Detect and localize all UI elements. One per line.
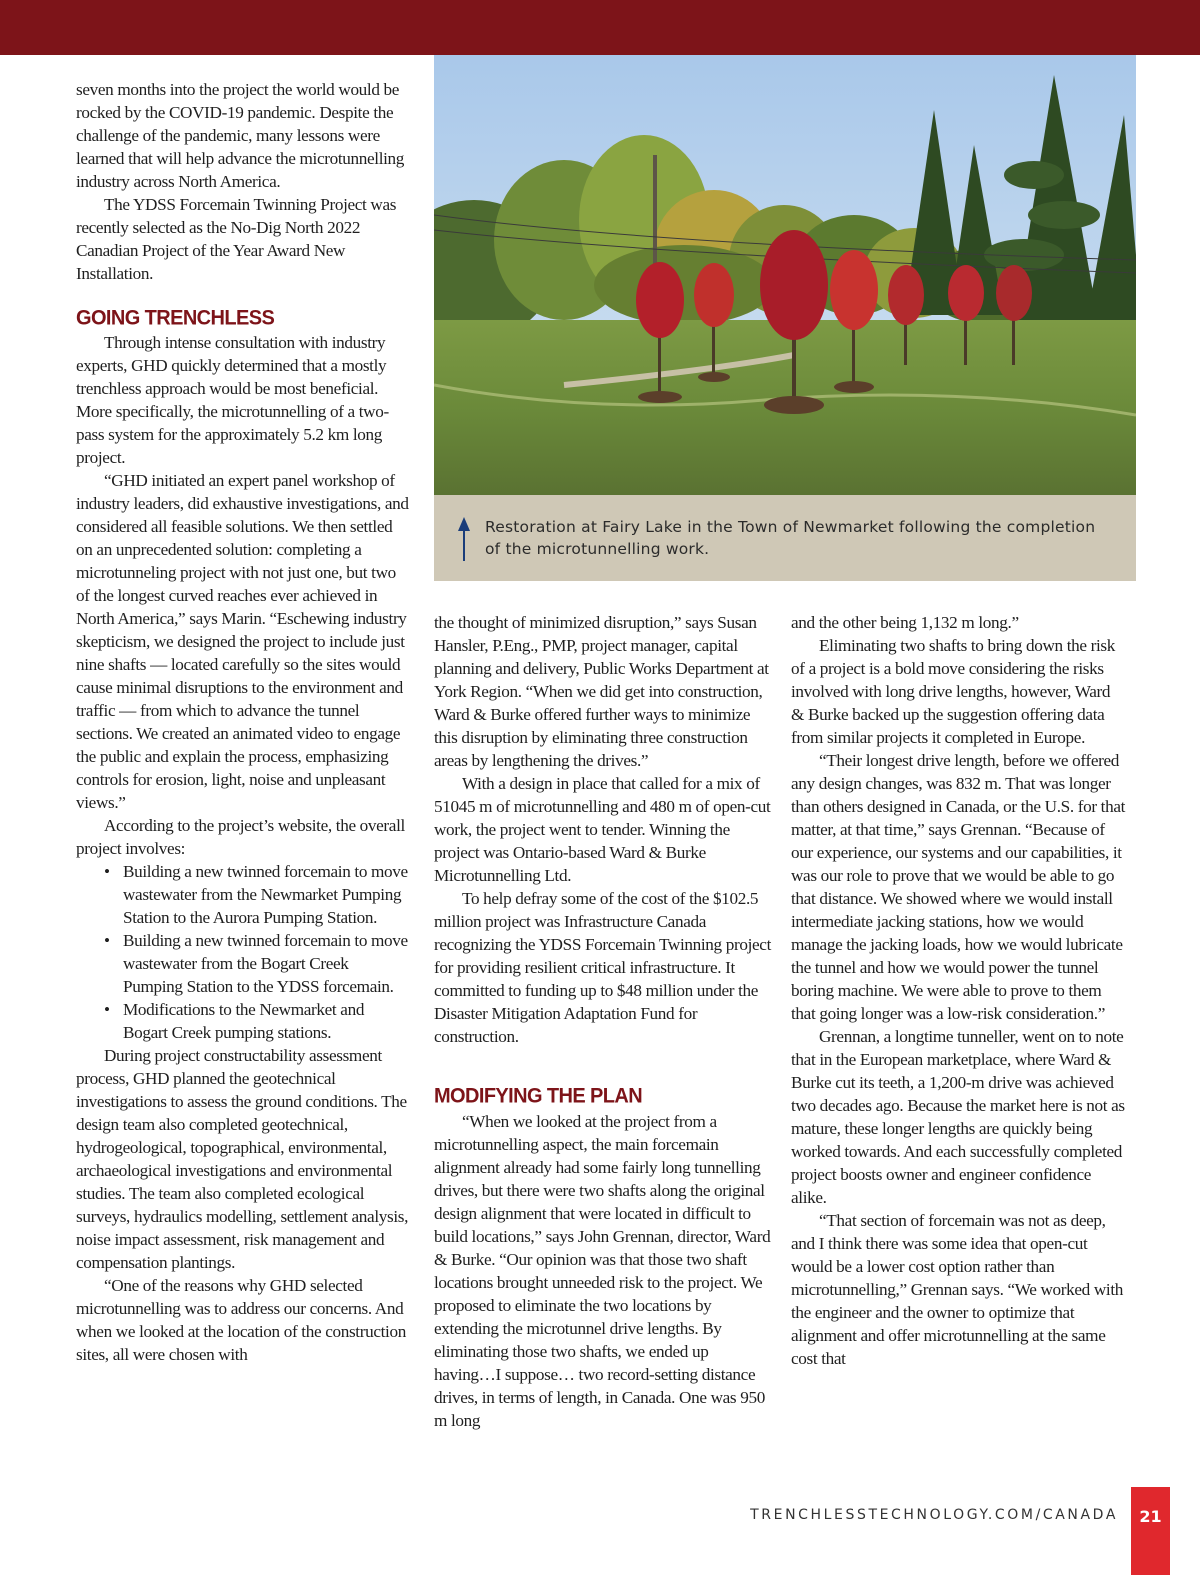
paragraph: With a design in place that called for a mix of 51045 m of microtunnelling and 480 m of open-cut work, the project went to tender. Winning the project was Ontario-based Ward & Burke Microtunnelling Ltd. xyxy=(434,774,771,885)
top-header-bar xyxy=(0,0,1200,55)
paragraph: “One of the reasons why GHD selected microtunnelling was to address our concerns. And when we looked at the location of the construction sites, all were chosen with xyxy=(76,1276,406,1364)
paragraph: “Their longest drive length, before we offered any design changes, was 832 m. That was longer than others designed in Canada, or the U.S. for that matter, at that time,” says Grennan. “Because of our experience, our systems and our capabilities, it was our role to prove that we would be able to go that distance. We showed where we would install intermediate jacking stations, how we would manage the jacking loads, how we would lubricate the tunnel and how we would power the tunnel boring machine. We were able to prove to them that going longer was a low-risk consideration.” xyxy=(791,751,1126,1023)
photo-caption xyxy=(434,495,1136,581)
list-item: • Modifications to the Newmarket and Bogart Creek pumping stations. xyxy=(76,998,411,1044)
paragraph: According to the project’s website, the overall project involves: xyxy=(76,816,405,858)
arrow-up-icon xyxy=(457,517,471,561)
bullet-list xyxy=(76,860,411,1044)
paragraph: “GHD initiated an expert panel workshop of industry leaders, did exhaustive investigations, and considered all feasible solutions. We then settled on an unprecedented solution: completing a microtunneling project with not just one, but two of the longest curved reaches ever achieved in North America,” says Marin. “Eschewing industry skepticism, we designed the project to include just nine shafts — located carefully so the sites would cause minimal disruptions to the environment and traffic — from which to advance the tunnel sections. We created an animated video to engage the public and explain the process, emphasizing controls for erosion, light, noise and unpleasant views.” xyxy=(76,471,409,812)
paragraph: and the other being 1,132 m long.” xyxy=(791,613,1019,632)
text-column-1 xyxy=(76,78,411,1366)
list-item: • Building a new twinned forcemain to move wastewater from the Bogart Creek Pumping Station to the YDSS forcemain. xyxy=(76,929,411,998)
page-number: 21 xyxy=(1139,1507,1162,1526)
restoration-photo xyxy=(434,55,1136,495)
paragraph: Eliminating two shafts to bring down the risk of a project is a bold move considering the risks involved with long drive lengths, however, Ward & Burke backed up the suggestion offering data from similar projects it completed in Europe. xyxy=(791,636,1115,747)
text-column-2 xyxy=(434,611,772,1432)
paragraph: During project constructability assessment process, GHD planned the geotechnical investigations to assess the ground conditions. The design team also completed geotechnical, hydrogeological, topographical, environmental, archaeological investigations and environmental studies. The team also completed ecological surveys, hydraulics modelling, settlement analysis, noise impact assessment, risk management and compensation plantings. xyxy=(76,1046,409,1272)
section-heading: GOING TRENCHLESS xyxy=(76,306,275,330)
list-item: • Building a new twinned forcemain to move wastewater from the Newmarket Pumping Station to the Aurora Pumping Station. xyxy=(76,860,411,929)
paragraph: Grennan, a longtime tunneller, went on to note that in the European marketplace, where Ward & Burke cut its teeth, a 1,200-m drive was achieved two decades ago. Because the market here is not as mature, these longer lengths are quickly being worked towards. And each successfully completed project boosts owner and engineer confidence alike. xyxy=(791,1027,1125,1207)
paragraph: “When we looked at the project from a microtunnelling aspect, the main forcemain alignment already had some fairly long tunnelling drives, but there were two shafts along the original design alignment that were located in difficult to build locations,” says John Grennan, director, Ward & Burke. “Our opinion was that those two shaft locations brought unneeded risk to the project. We proposed to eliminate the two locations by extending the microtunnel drive lengths. By eliminating those two shafts, we ended up having…I suppose… two record-setting distance drives, in terms of length, in Canada. One was 950 m long xyxy=(434,1112,771,1430)
paragraph: Through intense consultation with industry experts, GHD quickly determined that a mostly trenchless approach would be most beneficial. More specifically, the microtunnelling of a two-pass system for the approximately 5.2 km long project. xyxy=(76,333,389,467)
section-heading: MODIFYING THE PLAN xyxy=(434,1084,643,1108)
footer-website-url[interactable]: TRENCHLESSTECHNOLOGY.COM/CANADA xyxy=(750,1507,1118,1523)
paragraph: the thought of minimized disruption,” says Susan Hansler, P.Eng., PMP, project manager, capital planning and delivery, Public Works Department at York Region. “When we did get into construction, Ward & Burke offered further ways to minimize this disruption by eliminating three construction areas by lengthening the drives.” xyxy=(434,613,769,770)
paragraph: “That section of forcemain was not as deep, and I think there was some idea that open-cut would be a lower cost option rather than microtunnelling,” Grennan says. “We worked with the engineer and the owner to optimize that alignment and offer microtunnelling at the same cost that xyxy=(791,1211,1124,1368)
paragraph: To help defray some of the cost of the $102.5 million project was Infrastructure Canada recognizing the YDSS Forcemain Twinning project for providing resilient critical infrastructure. It committed to funding up to $48 million under the Disaster Mitigation Adaptation Fund for construction. xyxy=(434,889,772,1046)
paragraph: seven months into the project the world would be rocked by the COVID-19 pandemic. Despite the challenge of the pandemic, many lessons were learned that will help advance the microtunnelling industry across North America. xyxy=(76,80,405,191)
page-number-tab xyxy=(1131,1487,1170,1575)
paragraph: The YDSS Forcemain Twinning Project was recently selected as the No-Dig North 2022 Canadian Project of the Year Award New Installation. xyxy=(76,195,397,283)
caption-text: Restoration at Fairy Lake in the Town of Newmarket following the completion of the microtunnelling work. xyxy=(485,518,1096,558)
text-column-3 xyxy=(791,611,1126,1370)
